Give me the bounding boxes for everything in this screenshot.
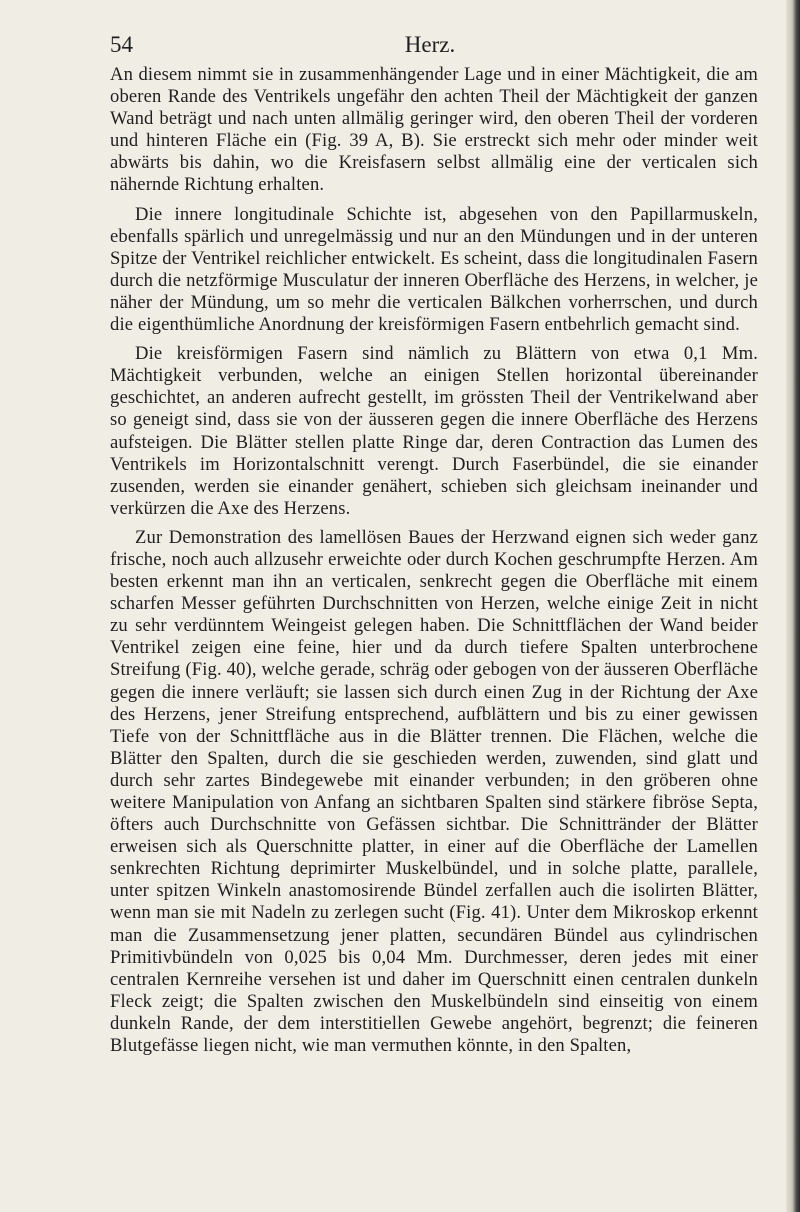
page-header (110, 32, 750, 62)
paragraph: Die kreisförmigen Fasern sind nämlich zu Blättern von etwa 0,1 Mm. Mächtigkeit verbunden, welche an einigen Stellen horizontal übereinander geschichtet, an anderen aufrecht gestellt, im grössten Theil der Ventrikelwand aber so geneigt sind, dass sie von der äusseren gegen die innere Oberfläche des Herzens aufsteigen. Die Blätter stellen platte Ringe dar, deren Contraction das Lumen des Ventrikels im Horizontalschnitt verengt. Durch Faserbündel, die sie einander zusenden, werden sie einander genähert, schieben sich gleichsam ineinander und verkürzen die Axe des Herzens. (110, 343, 758, 519)
paragraph: Die innere longitudinale Schichte ist, abgesehen von den Papillarmuskeln, ebenfalls spärlich und unregelmässig und nur an den Mündungen und in der unteren Spitze der Ventrikel reichlicher entwickelt. Es scheint, dass die longitudinalen Fasern durch die netzförmige Musculatur der inneren Oberfläche des Herzens, in welcher, je näher der Mündung, um so mehr die verticalen Bälkchen vorherrschen, und durch die eigenthümliche Anordnung der kreisförmigen Fasern entbehrlich gemacht sind. (110, 203, 758, 336)
running-title: Herz. (404, 32, 456, 57)
page-edge-shadow (786, 0, 800, 1212)
paragraph: Zur Demonstration des lamellösen Baues der Herzwand eignen sich weder ganz frische, noch auch allzusehr erweichte oder durch Kochen geschrumpfte Herzen. Am besten erkennt man ihn an verticalen, senkrecht gegen die Oberfläche mit einem scharfen Messer geführten Durchschnitten von Herzen, welche einige Zeit in nicht zu sehr verdünntem Weingeist gelegen haben. Die Schnittflächen der Wand beider Ventrikel zeigen eine feine, hier und da durch tiefere Spalten unterbrochene Streifung (Fig. 40), welche gerade, schräg oder gebogen von der äusseren Oberfläche gegen die innere verläuft; sie lassen sich durch einen Zug in der Richtung der Axe des Herzens, jener Streifung entsprechend, aufblättern und bis zu einer gewissen Tiefe von der Schnittfläche aus in die Blätter trennen. Die Flächen, welche die Blätter den Spalten, durch die sie geschieden werden, zuwenden, sind glatt und durch sehr zartes Bindegewebe mit einander verbunden; in den gröberen ohne weitere Manipulation von Anfang an sichtbaren Spalten sind stärkere fibröse Septa, öfters auch Durchschnitte von Gefässen sichtbar. Die Schnittränder der Blätter erweisen sich als Querschnitte platter, in einer auf die Oberfläche der Lamellen senkrechten Richtung deprimirter Muskelbündel, und in solche platte, parallele, unter spitzen Winkeln anastomosirende Bündel zerfallen auch die isolirten Blätter, wenn man sie mit Nadeln zu zerlegen sucht (Fig. 41). Unter dem Mikroskop erkennt man die Zusammensetzung jener platten, secundären Bündel aus cylindrischen Primitivbündeln von 0,025 bis 0,04 Mm. Durchmesser, deren jedes mit einer centralen Kernreihe versehen ist und daher im Querschnitt einen centralen dunkeln Fleck zeigt; die Spalten zwischen den Muskelbündeln sind einseitig von einem dunkeln Rande, der dem interstitiellen Gewebe angehört, begrenzt; die feineren Blutgefässe liegen nicht, wie man vermuthen könnte, in den Spalten, (110, 526, 758, 1057)
page-number: 54 (110, 32, 133, 57)
paragraph: An diesem nimmt sie in zusammenhängender Lage und in einer Mächtigkeit, die am oberen Rande des Ventrikels ungefähr den achten Theil der Mächtigkeit der ganzen Wand beträgt und nach unten allmälig geringer wird, den oberen Theil der vorderen und hinteren Fläche ein (Fig. 39 A, B). Sie erstreckt sich mehr oder minder weit abwärts bis dahin, wo die Kreisfasern selbst allmälig eine der verticalen sich nähernde Richtung erhalten. (110, 64, 758, 196)
body-text (110, 64, 758, 1064)
